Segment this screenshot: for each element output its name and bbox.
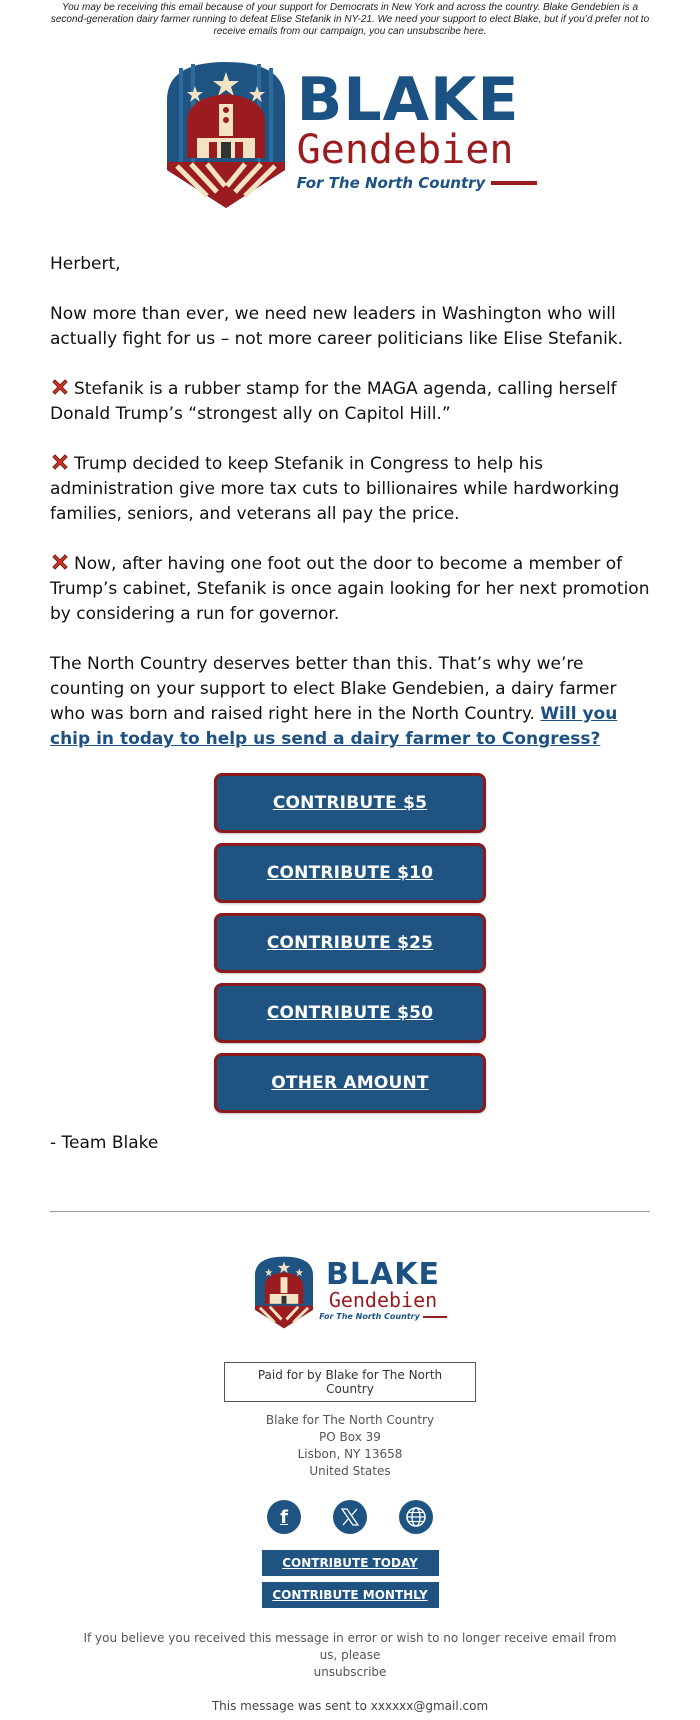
- address-line: PO Box 39: [319, 1430, 381, 1444]
- barn-shield-icon: [163, 58, 289, 210]
- footer-logo-tagline-bar: [423, 1316, 447, 1318]
- contribute-25-button[interactable]: CONTRIBUTE $25: [214, 913, 486, 973]
- globe-glyph: [405, 1506, 427, 1528]
- contribute-5-button[interactable]: CONTRIBUTE $5: [214, 773, 486, 833]
- signoff: - Team Blake: [50, 1133, 159, 1153]
- footer-logo-name-bottom: Gendebien: [328, 1288, 438, 1312]
- bullet-3-text: Now, after having one foot out the door to become a member of Trump’s cabinet, Stefanik is once again looking for her next promotion by considering a run for governor.: [50, 554, 650, 624]
- footer-divider: [50, 1211, 650, 1212]
- preheader-unsubscribe-link[interactable]: unsubscribe here: [406, 26, 484, 37]
- contribute-10-button[interactable]: CONTRIBUTE $10: [214, 843, 486, 903]
- mailing-address: [50, 1412, 650, 1480]
- cross-mark-icon: [50, 377, 70, 397]
- logo-name-bottom: Gendebien: [296, 127, 514, 173]
- address-line: Blake for The North Country: [265, 1413, 435, 1427]
- cross-mark-icon: [50, 452, 70, 472]
- bullet-3: [50, 552, 650, 627]
- cross-mark-icon: [50, 552, 70, 572]
- footer-logo-name-top: BLAKE: [326, 1257, 440, 1292]
- preheader-end: .: [483, 26, 487, 37]
- sent-to-email: xxxxxx@gmail.com: [370, 1699, 489, 1713]
- bullet-2: [50, 452, 650, 527]
- disclaimer-text: If you believe you received this message in error or wish to no longer receive email from us, please: [83, 1631, 617, 1662]
- footer-logo-tagline: [319, 1312, 447, 1321]
- globe-icon[interactable]: [399, 1500, 433, 1534]
- footer-logo-tagline-text: For The North Country: [319, 1312, 420, 1321]
- contribute-buttons: [50, 773, 650, 1113]
- other-amount-button[interactable]: OTHER AMOUNT: [214, 1053, 486, 1113]
- contribute-today-button[interactable]: CONTRIBUTE TODAY: [262, 1550, 439, 1576]
- logo-name-top: BLAKE: [296, 65, 520, 135]
- chip-in-link[interactable]: Will you chip in today to help us send a dairy farmer to Congress?: [50, 704, 618, 749]
- preheader-text: You may be receiving this email because of your support for Democrats in New York and across the country. Blake Gendebien is a second-generation dairy farmer running to defeat Elise Stefanik in NY-21. We need your support to elect Blake, but if you’d prefer not to receive emails from our campaign, you can: [50, 2, 650, 37]
- x-twitter-icon[interactable]: [333, 1500, 367, 1534]
- logo-tagline-text: For The North Country: [296, 174, 486, 192]
- contribute-50-button[interactable]: CONTRIBUTE $50: [214, 983, 486, 1043]
- paragraph-final-text: The North Country deserves better than this. That’s why we’re counting on your support to elect Blake Gendebien, a dairy farmer who was born and raised right here in the North Country.: [50, 654, 617, 724]
- address-line: United States: [309, 1464, 391, 1478]
- contribute-monthly-button[interactable]: CONTRIBUTE MONTHLY: [262, 1582, 439, 1608]
- logo-tagline: [297, 174, 538, 192]
- email-body: [50, 218, 650, 752]
- address-line: Lisbon, NY 13658: [297, 1447, 403, 1461]
- x-logo-glyph: [340, 1507, 360, 1527]
- footer-buttons: [50, 1550, 650, 1608]
- footer-unsubscribe-link[interactable]: unsubscribe: [313, 1665, 387, 1679]
- disclaimer: [50, 1630, 650, 1681]
- footer: [50, 1254, 650, 1713]
- bullet-1: [50, 377, 650, 427]
- logo-tagline-bar: [491, 181, 537, 185]
- paid-for-box: Paid for by Blake for The North Country: [224, 1362, 476, 1402]
- paragraph-final: [50, 652, 650, 752]
- campaign-logo: [0, 58, 700, 218]
- paragraph-intro: Now more than ever, we need new leaders in Washington who will actually fight for us – not more career politicians like Elise Stefanik.: [50, 304, 624, 349]
- sent-to: [50, 1699, 650, 1713]
- barn-shield-icon: [253, 1254, 315, 1330]
- facebook-icon[interactable]: f: [267, 1500, 301, 1534]
- preheader: [50, 0, 650, 38]
- bullet-1-text: Stefanik is a rubber stamp for the MAGA agenda, calling herself Donald Trump’s “strongest ally on Capitol Hill.”: [50, 379, 617, 424]
- social-links: [50, 1500, 650, 1534]
- bullet-2-text: Trump decided to keep Stefanik in Congress to help his administration give more tax cuts to billionaires while hardworking families, seniors, and veterans all pay the price.: [50, 454, 620, 524]
- greeting: Herbert,: [50, 254, 121, 274]
- sent-to-prefix: This message was sent to: [211, 1699, 371, 1713]
- footer-logo: [50, 1254, 650, 1338]
